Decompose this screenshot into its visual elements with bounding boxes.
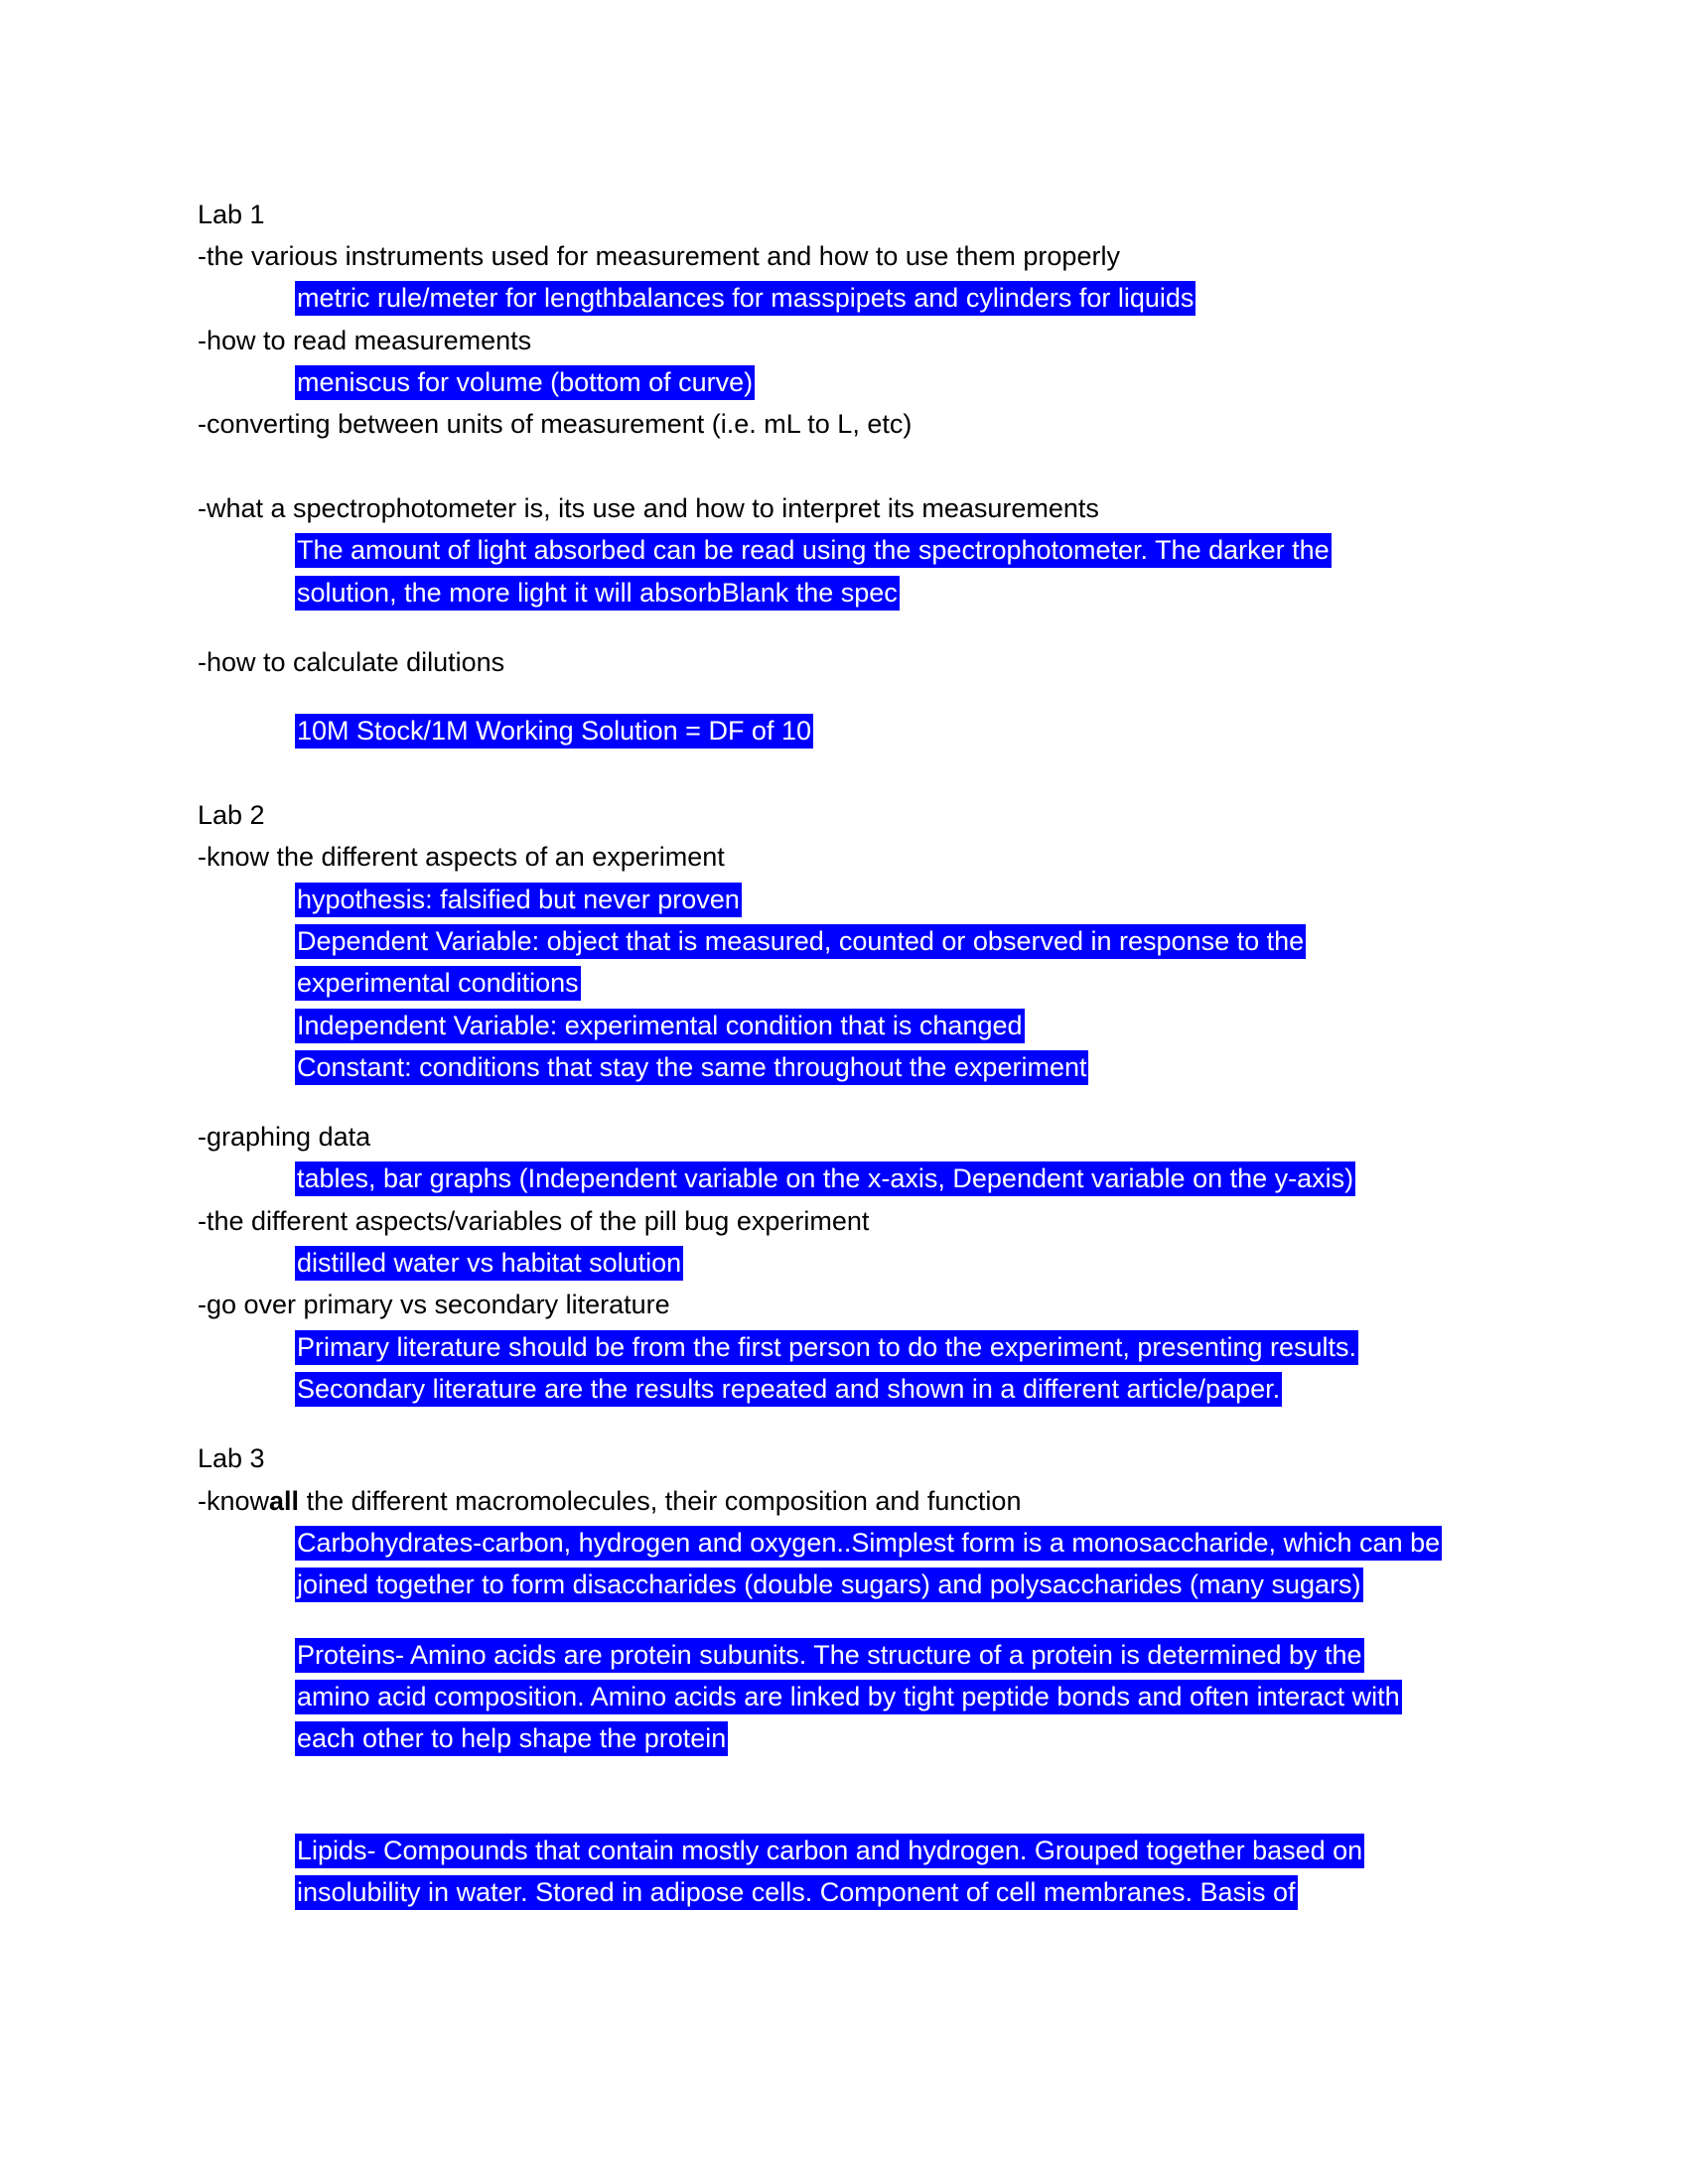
lab2-dependent-line2: experimental conditions	[295, 966, 581, 1001]
lab1-dilution-answer: 10M Stock/1M Working Solution = DF of 10	[295, 714, 813, 749]
lab1-spectro-question: -what a spectrophotometer is, its use and how to interpret its measurements	[198, 493, 1099, 523]
lab2-hypothesis: hypothesis: falsified but never proven	[295, 883, 742, 917]
lab3-lipids-line2: insolubility in water. Stored in adipose cells. Component of cell membranes. Basis of	[295, 1875, 1298, 1910]
lab3-proteins-line2: amino acid composition. Amino acids are linked by tight peptide bonds and often interact with	[295, 1680, 1402, 1714]
lab1-convert-question: -converting between units of measurement (i.e. mL to L, etc)	[198, 409, 913, 439]
lab2-independent: Independent Variable: experimental condition that is changed	[295, 1009, 1025, 1043]
lab3-lipids-line1: Lipids- Compounds that contain mostly carbon and hydrogen. Grouped together based on	[295, 1834, 1364, 1868]
lab1-spectro-answer-line1: The amount of light absorbed can be read using the spectrophotometer. The darker the	[295, 533, 1332, 568]
macro-question-suffix: the different macromolecules, their composition and function	[299, 1486, 1022, 1516]
lab3-proteins-line3: each other to help shape the protein	[295, 1721, 728, 1756]
lab3-carbs-line1: Carbohydrates-carbon, hydrogen and oxygen..Simplest form is a monosaccharide, which can be	[295, 1526, 1442, 1561]
lab2-dependent-line1: Dependent Variable: object that is measured, counted or observed in response to the	[295, 924, 1306, 959]
lab2-literature-answer-line2: Secondary literature are the results repeated and shown in a different article/paper.	[295, 1372, 1282, 1407]
lab3-heading: Lab 3	[198, 1443, 265, 1473]
lab1-instruments-question: -the various instruments used for measurement and how to use them properly	[198, 241, 1120, 271]
lab2-graphing-answer: tables, bar graphs (Independent variable on the x-axis, Dependent variable on the y-axis)	[295, 1161, 1355, 1196]
lab3-macromolecules-question	[198, 1484, 1021, 1518]
macro-question-bold: all	[269, 1486, 300, 1516]
lab3-proteins-line1: Proteins- Amino acids are protein subunits. The structure of a protein is determined by the	[295, 1638, 1364, 1673]
lab1-dilution-question: -how to calculate dilutions	[198, 647, 505, 677]
lab1-read-question: -how to read measurements	[198, 326, 532, 355]
lab2-graphing-question: -graphing data	[198, 1122, 371, 1152]
lab1-read-answer: meniscus for volume (bottom of curve)	[295, 365, 755, 400]
lab1-instruments-answer: metric rule/meter for lengthbalances for masspipets and cylinders for liquids	[295, 281, 1196, 316]
lab2-pillbug-question: -the different aspects/variables of the pill bug experiment	[198, 1206, 870, 1236]
lab1-spectro-answer-line2: solution, the more light it will absorbBlank the spec	[295, 576, 900, 611]
lab2-pillbug-answer: distilled water vs habitat solution	[295, 1246, 683, 1281]
lab3-carbs-line2: joined together to form disaccharides (double sugars) and polysaccharides (many sugars)	[295, 1568, 1363, 1602]
lab2-constant: Constant: conditions that stay the same throughout the experiment	[295, 1050, 1088, 1085]
lab2-aspects-question: -know the different aspects of an experiment	[198, 842, 725, 872]
lab2-heading: Lab 2	[198, 800, 265, 830]
lab1-heading: Lab 1	[198, 200, 265, 229]
lab2-literature-answer-line1: Primary literature should be from the first person to do the experiment, presenting results.	[295, 1330, 1358, 1365]
lab2-literature-question: -go over primary vs secondary literature	[198, 1290, 670, 1319]
macro-question-prefix: -know	[198, 1486, 270, 1516]
